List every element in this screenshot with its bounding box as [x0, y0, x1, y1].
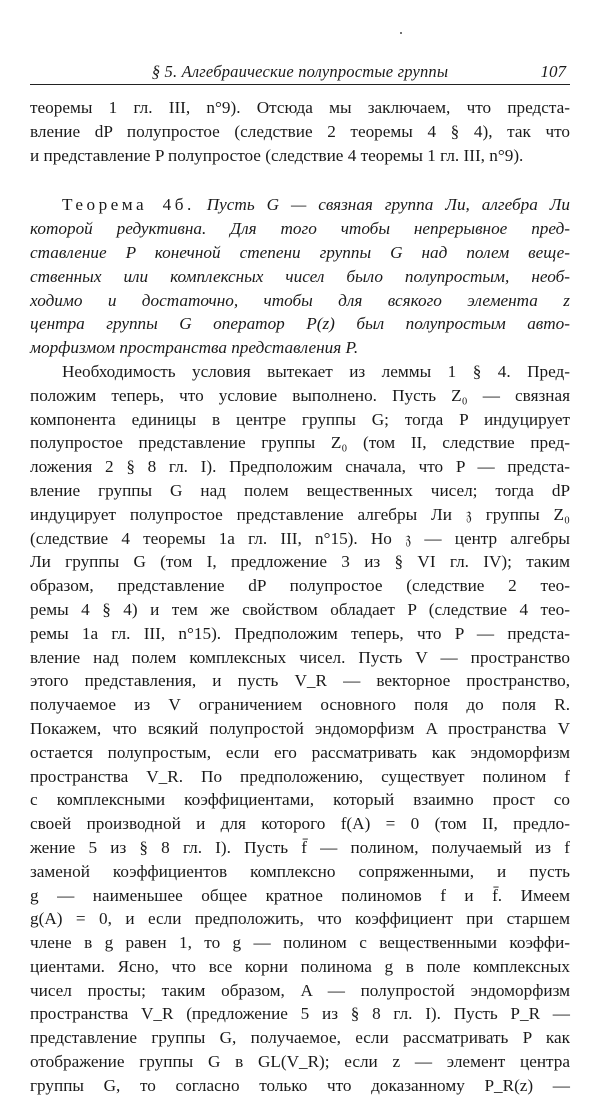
text-line: члене в g равен 1, то g — полином с вещественными коэффи-: [30, 933, 570, 953]
text-line: вление dP полупростое (следствие 2 теоремы 4 § 4), так что: [30, 121, 570, 141]
theorem-4b: [30, 193, 570, 360]
text-line: чисел просты; таким образом, A — полупростой эндоморфизм: [30, 980, 570, 1000]
text-line: вление группы G над полем вещественных чисел; тогда dP: [30, 480, 570, 500]
text-line: ремы 1а гл. III, n°15). Предположим теперь, что P — предста-: [30, 623, 570, 643]
text-line: индуцирует полупростое представление алгебры Ли 𝔷 группы Z₀: [30, 504, 570, 524]
theorem-first-line: [30, 193, 570, 217]
text-line: Покажем, что всякий полупростой эндоморфизм A пространства V: [30, 718, 570, 738]
page-number: 107: [540, 62, 566, 81]
text-line: g — наименьшее общее кратное полиномов f и f̄. Имеем: [30, 885, 570, 905]
speck: [400, 32, 402, 34]
text-line: (следствие 4 теоремы 1а гл. III, n°15). Но 𝔷 — центр алгебры: [30, 528, 570, 548]
theorem-label: Теорема 4б.: [62, 195, 195, 215]
text-body: [30, 96, 570, 1098]
text-line: Необходимость условия вытекает из леммы 1 § 4. Пред-: [62, 361, 570, 381]
text-line: g(A) = 0, и если предположить, что коэффициент при старшем: [30, 909, 570, 929]
text-line: которой редуктивна. Для того чтобы непрерывное пред-: [30, 219, 570, 239]
text-line: циентами. Ясно, что все корни полинома g в поле комплексных: [30, 956, 570, 976]
text-line: образом, представление dP полупростое (следствие 2 тео-: [30, 576, 570, 596]
text-line: и представление P полупростое (следствие 4 теоремы 1 гл. III, n°9).: [30, 145, 524, 165]
text-line: теоремы 1 гл. III, n°9). Отсюда мы заключаем, что предста-: [30, 98, 570, 117]
text-line: с комплексными коэффициентами, который взаимно прост со: [30, 790, 570, 810]
text-line: ходимо и достаточно, чтобы для всякого элемента z: [30, 290, 570, 310]
text-line: вление над полем комплексных чисел. Пусть V — пространство: [30, 647, 570, 667]
text-line: жение 5 из § 8 гл. I). Пусть f̄ — полином, получаемый из f: [30, 837, 570, 857]
text-line: остается полупростым, если его рассматривать как эндоморфизм: [30, 742, 570, 762]
text-line: центра группы G оператор P(z) был полупростым авто-: [30, 314, 570, 334]
text-line: компонента единицы в центре группы G; тогда P индуцирует: [30, 409, 570, 429]
running-header: [30, 60, 570, 85]
text-line: пространства V_R (предложение 5 из § 8 гл. I). Пусть P_R —: [30, 1004, 570, 1024]
text-line: отображение группы G в GL(V_R); если z — элемент центра: [30, 1052, 570, 1072]
text-line: группы G, то согласно только что доказанному P_R(z) —: [30, 1075, 570, 1095]
text-line: представление группы G, получаемое, если рассматривать P как: [30, 1028, 570, 1048]
text-line: своей производной и для которого f(A) = 0 (том II, предло-: [30, 814, 570, 834]
text-line: ложения 2 § 8 гл. I). Предположим сначала, что P — предста-: [30, 457, 570, 477]
text-line: этого представления, и пусть V_R — векторное пространство,: [30, 671, 570, 691]
text-line: морфизмом пространства представления P.: [30, 338, 359, 358]
text-line: ственных или комплексных чисел было полупростым, необ-: [30, 266, 570, 286]
section-title: § 5. Алгебраические полупростые группы: [151, 62, 449, 81]
theorem-text: Пусть G — связная группа Ли, алгебра Ли: [206, 195, 571, 215]
proof-paragraph: [30, 360, 570, 1098]
paragraph-continuation: [30, 96, 570, 167]
text-line: пространства V_R. По предположению, существует полином f: [30, 766, 570, 786]
text-line: заменой коэффициентов комплексно сопряженными, и пусть: [30, 861, 570, 881]
text-line: положим теперь, что условие выполнено. Пусть Z₀ — связная: [30, 385, 570, 405]
text-line: получаемое из V ограничением основного поля до поля R.: [30, 695, 570, 715]
text-line: Ли группы G (том I, предложение 3 из § VI гл. IV); таким: [30, 552, 570, 572]
text-line: полупростое представление группы Z₀ (том II, следствие пред-: [30, 433, 570, 453]
text-line: ставление P конечной степени группы G над полем веще-: [30, 242, 570, 262]
text-line: ремы 4 § 4) и тем же свойством обладает P (следствие 4 тео-: [30, 599, 570, 619]
